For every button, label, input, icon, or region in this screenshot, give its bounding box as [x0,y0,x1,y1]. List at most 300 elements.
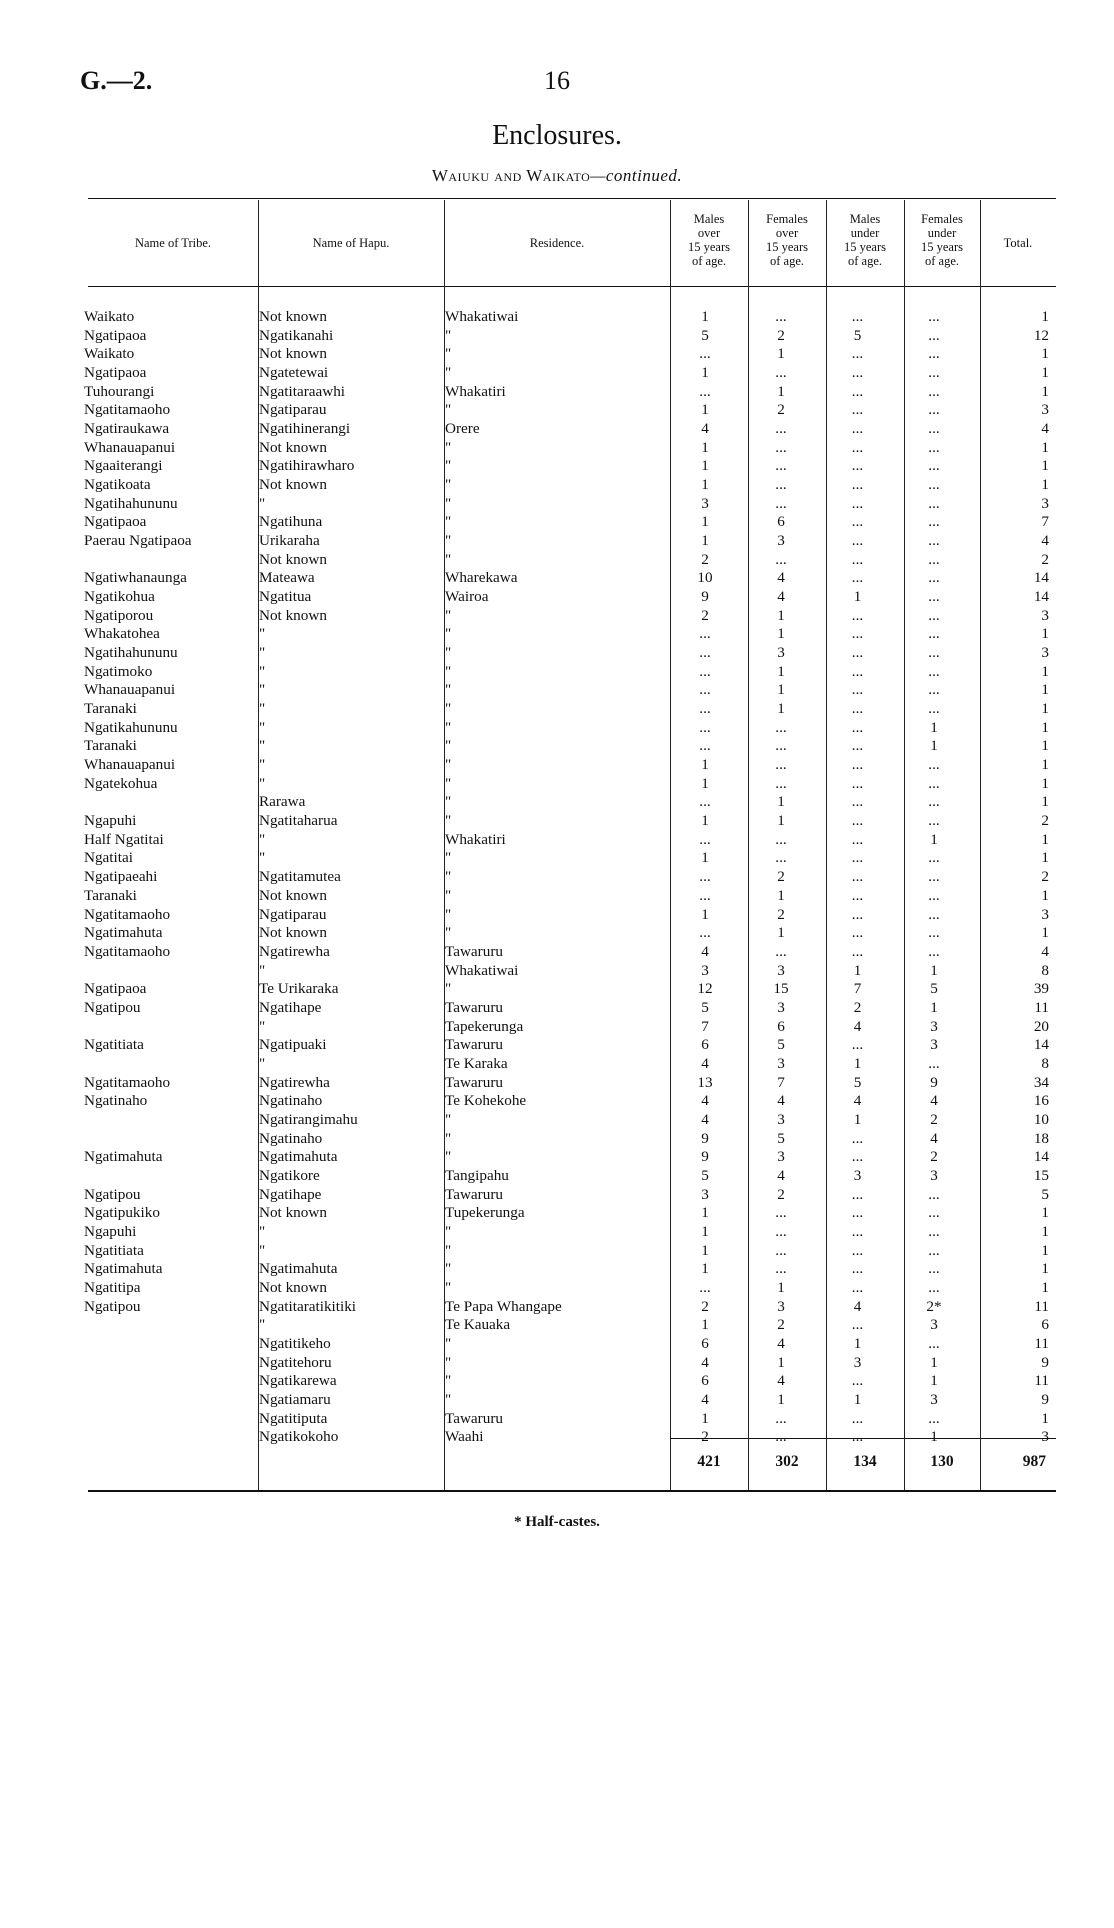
count-cell: ... [699,737,711,755]
count-cell: ... [928,1278,940,1296]
count-cell: 3 [930,1017,938,1035]
hapu-cell [259,719,445,738]
row-total-cell: 1 [1041,1260,1049,1278]
count-cell: ... [775,718,787,736]
count-cell: ... [775,1241,787,1259]
cell-text: " [259,1241,266,1259]
tribe-cell [84,1391,259,1410]
tribe-cell [84,999,259,1018]
count-cell: ... [928,886,940,904]
count-cell: ... [928,793,940,811]
hapu-cell [259,737,445,756]
residence-cell [445,308,667,327]
cell-text: " [445,438,452,456]
cell-text: Tuhourangi [84,382,155,400]
residence-cell [445,513,667,532]
row-total-cell: 3 [1041,606,1049,624]
hapu-cell [259,756,445,775]
tribe-cell [84,1111,259,1130]
cell-text: Whakatohea [84,625,160,643]
header-line: 15 years [688,240,730,254]
residence-cell [445,457,667,476]
count-cell: ... [851,1260,864,1278]
row-total-cell: 11 [1034,1297,1049,1315]
count-cell: 7 [853,980,862,998]
cell-text: Ngatirewha [259,942,330,960]
count-cell: 5 [930,980,938,998]
header-line: over [697,226,721,240]
tribe-cell [84,887,259,906]
cell-text: Wharekawa [445,569,518,587]
count-cell: 1 [930,1353,938,1371]
count-cell: ... [851,644,864,662]
residence-cell [445,793,667,812]
count-cell: ... [851,420,864,438]
hapu-cell [259,1074,445,1093]
row-total-cell: 20 [1033,1017,1049,1035]
table-row [84,1410,1049,1429]
count-cell: 4 [853,1017,862,1035]
cell-text: Ngatihahununu [84,644,178,662]
cell-text: " [445,494,452,512]
row-total-cell: 11 [1034,1334,1049,1352]
residence-cell [445,588,667,607]
hapu-cell [259,1167,445,1186]
header-line: Males [693,212,725,226]
tribe-cell [84,532,259,551]
tribe-cell [84,1167,259,1186]
count-cell: 4 [701,1353,709,1371]
count-cell: ... [928,513,940,531]
row-total-cell: 3 [1041,494,1049,512]
cell-text: " [445,700,452,718]
table-row [84,1167,1049,1186]
count-cell: ... [699,924,711,942]
count-cell: 3 [930,1166,938,1184]
table-row [84,364,1049,383]
tribe-cell [84,700,259,719]
table-row [84,513,1049,532]
cell-text: Paerau Ngatipaoa [84,532,192,550]
hapu-cell [259,532,445,551]
count-cell: 2 [777,401,785,419]
count-cell: ... [928,606,940,624]
row-total-cell: 1 [1041,476,1049,494]
row-total-cell: 1 [1041,457,1049,475]
count-cell: 1 [701,1241,709,1259]
row-total-cell: 11 [1034,1372,1049,1390]
count-cell: ... [851,401,864,419]
count-cell: ... [851,662,864,680]
cell-text: Taranaki [84,886,137,904]
residence-cell [445,1036,667,1055]
cell-text: Ngatitikeho [259,1334,331,1352]
count-cell: 2* [926,1297,942,1315]
count-cell: 9 [701,1129,709,1147]
table-row [84,607,1049,626]
table-row [84,775,1049,794]
cell-text: Ngatirangimahu [259,1110,358,1128]
hapu-cell [259,849,445,868]
row-total-cell: 2 [1041,550,1049,568]
row-total-cell: 3 [1041,644,1049,662]
cell-text: Waikato [84,345,135,363]
cell-text: Ngatinaho [84,1092,148,1110]
residence-cell [445,1111,667,1130]
count-cell: ... [775,457,787,475]
row-total-cell: 1 [1041,1409,1049,1427]
cell-text: Not known [259,606,327,624]
count-cell: 4 [853,1297,862,1315]
count-cell: ... [851,942,864,960]
count-cell: 3 [777,532,785,550]
count-cell: ... [851,1278,864,1296]
count-cell: ... [928,345,940,363]
cell-text: Ngatitamaoho [84,1073,171,1091]
hapu-cell [259,644,445,663]
table-row [84,1372,1049,1391]
count-cell: 3 [777,998,785,1016]
cell-text: " [259,774,266,792]
count-cell: 1 [701,438,709,456]
cell-text: " [259,961,266,979]
count-cell: 1 [777,625,785,643]
cell-text: Not known [259,308,327,325]
count-cell: 1 [930,961,938,979]
header-line: of age. [769,254,804,268]
count-cell: ... [775,308,787,325]
cell-text: Ngatitamaoho [84,905,171,923]
count-cell: 1 [853,1334,862,1352]
tribe-cell [84,868,259,887]
tribe-cell [84,1410,259,1429]
cell-text: " [445,550,452,568]
cell-text: Tupekerunga [445,1204,525,1222]
hapu-cell [259,383,445,402]
count-cell: ... [928,364,940,382]
count-cell: 3 [853,1166,862,1184]
count-cell: 2 [777,905,785,923]
cell-text: Whanauapanui [84,756,176,774]
hapu-cell [259,1092,445,1111]
count-cell: ... [851,1129,864,1147]
count-cell: ... [851,905,864,923]
hapu-cell [259,1148,445,1167]
header-bottom-rule [88,286,1056,287]
row-total-cell: 34 [1033,1073,1049,1091]
table-row [84,793,1049,812]
cell-text: Ngatitaratikitiki [259,1297,357,1315]
cell-text: " [445,513,452,531]
table-row [84,327,1049,346]
cell-text: " [259,718,266,736]
count-cell: ... [775,849,787,867]
tribe-cell [84,1130,259,1149]
cell-text: Ngatiraukawa [84,420,170,438]
count-cell: ... [928,382,940,400]
cell-text: " [259,849,266,867]
cell-text: " [445,1110,452,1128]
cell-text: Ngatiamaru [259,1390,331,1408]
count-cell: ... [775,942,787,960]
count-cell: 4 [701,1092,709,1110]
count-cell: 4 [777,569,785,587]
count-cell: ... [851,569,864,587]
count-cell: 5 [853,1073,862,1091]
cell-text: Ngatitaharua [259,812,338,830]
count-cell: ... [928,326,940,344]
cell-text: Ngatimahuta [84,924,163,942]
cell-text: Ngatipaeahi [84,868,158,886]
residence-cell [445,980,667,999]
count-cell: 5 [777,1036,785,1054]
tribe-cell [84,495,259,514]
count-cell: 1 [930,737,938,755]
residence-cell [445,1223,667,1242]
cell-text: " [445,1260,452,1278]
residence-cell [445,345,667,364]
cell-text: " [445,476,452,494]
residence-cell [445,495,667,514]
residence-cell [445,1279,667,1298]
count-cell: 4 [777,1166,785,1184]
cell-text: " [445,1129,452,1147]
hapu-cell [259,681,445,700]
row-total-cell: 1 [1041,662,1049,680]
table-row [84,1018,1049,1037]
cell-text: Ngatitua [259,588,312,606]
count-cell: 9 [701,588,709,606]
cell-text: " [259,625,266,643]
tribe-cell [84,1204,259,1223]
cell-text: " [445,606,452,624]
count-cell: ... [851,886,864,904]
cell-text: Ngatikarewa [259,1372,337,1390]
count-cell: ... [775,364,787,382]
count-cell: ... [851,774,864,792]
cell-text: Not known [259,1278,327,1296]
count-cell: ... [851,1204,864,1222]
row-total-cell: 14 [1033,1036,1049,1054]
table-row [84,457,1049,476]
table-row [84,1391,1049,1410]
count-cell: 10 [697,569,713,587]
cell-text: Ngatitamaoho [84,942,171,960]
cell-text: Not known [259,1204,327,1222]
count-cell: 1 [777,924,785,942]
count-cell: 1 [777,812,785,830]
count-cell: ... [928,1334,940,1352]
table-row [84,812,1049,831]
cell-text: Ngatikahununu [84,718,178,736]
table-row [84,1074,1049,1093]
row-total-cell: 14 [1033,1148,1049,1166]
page-subtitle [0,166,1114,186]
row-total-cell: 1 [1041,364,1049,382]
count-cell: ... [851,812,864,830]
tribe-cell [84,457,259,476]
residence-cell [445,1092,667,1111]
cell-text: Ngatikohua [84,588,155,606]
count-cell: ... [699,382,711,400]
count-cell: 2 [777,1316,785,1334]
cell-text: " [445,756,452,774]
census-table-body [84,308,1049,1447]
count-cell: 3 [701,494,709,512]
count-cell: ... [928,924,940,942]
row-total-cell: 1 [1041,718,1049,736]
count-cell: 1 [777,700,785,718]
cell-text: Tawaruru [445,1185,503,1203]
count-cell: 1 [701,1204,709,1222]
count-cell: ... [928,308,940,325]
row-total-cell: 4 [1041,532,1049,550]
residence-cell [445,756,667,775]
cell-text: " [259,662,266,680]
table-row [84,681,1049,700]
row-total-cell: 3 [1041,1428,1049,1446]
count-cell: ... [851,830,864,848]
cell-text: Whakatiwai [445,961,519,979]
cell-text: Whanauapanui [84,438,176,456]
count-cell: 6 [701,1372,709,1390]
residence-cell [445,719,667,738]
table-bottom-rule [88,1490,1056,1492]
row-total-cell: 1 [1041,1204,1049,1222]
cell-text: Ngatekohua [84,774,158,792]
cell-text: Tapekerunga [445,1017,524,1035]
cell-text: " [445,793,452,811]
total-females-over: 302 [775,1453,799,1470]
residence-cell [445,476,667,495]
count-cell: ... [775,1409,787,1427]
count-cell: 1 [701,532,709,550]
row-total-cell: 7 [1041,513,1049,531]
count-cell: ... [775,1204,787,1222]
table-row [84,700,1049,719]
row-total-cell: 2 [1041,812,1049,830]
cell-text: " [445,681,452,699]
row-total-cell: 1 [1041,774,1049,792]
table-row [84,1260,1049,1279]
hapu-cell [259,924,445,943]
count-cell: 1 [777,382,785,400]
cell-text: " [445,1390,452,1408]
residence-cell [445,1354,667,1373]
hapu-cell [259,980,445,999]
count-cell: 3 [853,1353,862,1371]
hapu-cell [259,1130,445,1149]
table-row [84,756,1049,775]
count-cell: 3 [777,1148,785,1166]
count-cell: ... [928,1185,940,1203]
header-hapu: Name of Hapu. [312,236,390,250]
count-cell: ... [851,793,864,811]
count-cell: ... [928,420,940,438]
header-line: over [775,226,799,240]
cell-text: Taranaki [84,737,137,755]
count-cell: 1 [777,662,785,680]
residence-cell [445,999,667,1018]
header-line: Females [921,212,963,226]
count-cell: 2 [930,1110,938,1128]
hapu-cell [259,793,445,812]
count-cell: 1 [701,1260,709,1278]
row-total-cell: 1 [1041,886,1049,904]
count-cell: ... [851,457,864,475]
cell-text: " [445,774,452,792]
count-cell: 3 [930,1036,938,1054]
cell-text: Whanauapanui [84,681,176,699]
count-cell: ... [851,1036,864,1054]
residence-cell [445,681,667,700]
count-cell: 1 [930,1428,938,1446]
tribe-cell [84,327,259,346]
page-title: Enclosures. [492,120,622,151]
count-cell: ... [851,1316,864,1334]
cell-text: " [445,905,452,923]
hapu-cell [259,943,445,962]
count-cell: 6 [701,1334,709,1352]
table-row [84,1036,1049,1055]
count-cell: 1 [853,588,862,606]
table-row [84,924,1049,943]
count-cell: ... [851,476,864,494]
count-cell: 1 [701,308,709,325]
count-cell: ... [928,532,940,550]
residence-cell [445,924,667,943]
hapu-cell [259,495,445,514]
count-cell: ... [851,345,864,363]
table-row [84,401,1049,420]
tribe-cell [84,1055,259,1074]
residence-cell [445,1130,667,1149]
cell-text: Ngatitai [84,849,133,867]
row-total-cell: 1 [1041,681,1049,699]
count-cell: 1 [853,961,862,979]
hapu-cell [259,999,445,1018]
cell-text: Ngatetewai [259,364,329,382]
hapu-cell [259,1223,445,1242]
tribe-cell [84,681,259,700]
cell-text: " [259,737,266,755]
table-row [84,980,1049,999]
cell-text: " [445,662,452,680]
table-row [84,962,1049,981]
residence-cell [445,812,667,831]
hapu-cell [259,607,445,626]
count-cell: 3 [777,961,785,979]
count-cell: ... [851,1185,864,1203]
count-cell: 2 [777,1185,785,1203]
row-total-cell: 1 [1041,308,1049,325]
total-females-under: 130 [930,1453,954,1470]
header-residence: Residence. [529,236,585,250]
count-cell: 6 [777,1017,785,1035]
count-cell: 5 [777,1129,785,1147]
row-total-cell: 14 [1033,588,1049,606]
count-cell: ... [775,1222,787,1240]
cell-text: " [445,457,452,475]
residence-cell [445,1410,667,1429]
cell-text: Waahi [445,1428,484,1446]
count-cell: 3 [777,1110,785,1128]
table-row [84,1204,1049,1223]
hapu-cell [259,308,445,327]
cell-text: Ngatipou [84,998,141,1016]
subtitle-main: Waiuku and Waikato [431,166,591,185]
residence-cell [445,663,667,682]
